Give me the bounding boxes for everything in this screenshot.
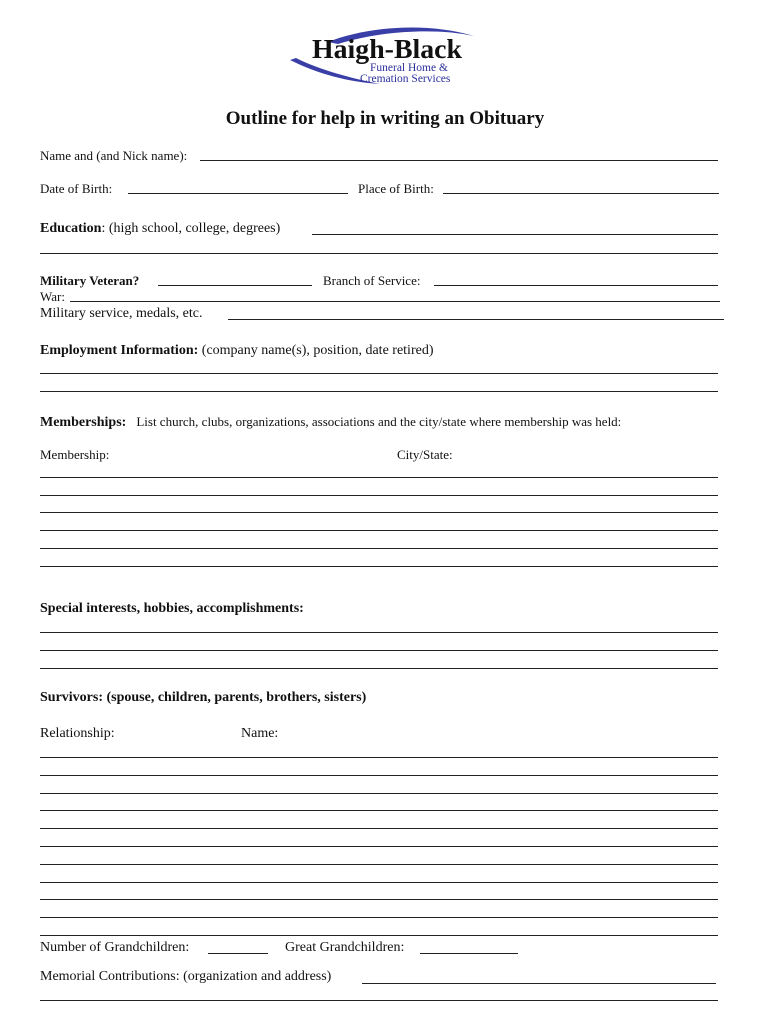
membership-line-6[interactable] — [40, 566, 718, 567]
survivor-line-5[interactable] — [40, 828, 718, 829]
military-veteran-label: Military Veteran? — [40, 273, 140, 288]
logo-name: Haigh-Black — [312, 34, 462, 64]
logo-tagline-2: Cremation Services — [360, 73, 451, 85]
haigh-black-logo — [288, 24, 488, 88]
survivor-line-10[interactable] — [40, 917, 718, 918]
dob-line[interactable] — [128, 193, 348, 194]
dob-label: Date of Birth: — [40, 181, 113, 196]
military-veteran-line[interactable] — [158, 285, 312, 286]
education-hint: : (high school, college, degrees) — [101, 221, 281, 236]
survivor-line-11[interactable] — [40, 935, 718, 936]
pob-label: Place of Birth: — [358, 181, 434, 196]
survivor-line-7[interactable] — [40, 864, 718, 865]
special-interests-label: Special interests, hobbies, accomplishments: — [40, 601, 304, 616]
memorial-line-1[interactable] — [362, 983, 716, 984]
survivor-line-3[interactable] — [40, 793, 718, 794]
branch-label: Branch of Service: — [323, 273, 421, 288]
survivor-line-2[interactable] — [40, 775, 718, 776]
memorial-label: Memorial Contributions: (organization and address) — [40, 969, 332, 984]
military-service-label: Military service, medals, etc. — [40, 306, 203, 321]
logo-tagline-1: Funeral Home & — [370, 62, 448, 74]
membership-line-3[interactable] — [40, 512, 718, 513]
war-line[interactable] — [70, 301, 720, 302]
branch-line[interactable] — [434, 285, 718, 286]
citystate-column-label: City/State: — [397, 447, 453, 462]
name-label: Name and (and Nick name): — [40, 148, 188, 163]
survivor-line-6[interactable] — [40, 846, 718, 847]
membership-line-1[interactable] — [40, 477, 718, 478]
grandchildren-label: Number of Grandchildren: — [40, 940, 190, 955]
education-line-1[interactable] — [312, 234, 718, 235]
special-line-2[interactable] — [40, 650, 718, 651]
employment-hint: (company name(s), position, date retired) — [201, 343, 434, 358]
name-line[interactable] — [200, 160, 718, 161]
relationship-column-label: Relationship: — [40, 726, 115, 741]
great-grandchildren-label: Great Grandchildren: — [285, 940, 405, 955]
education-line-2[interactable] — [40, 253, 718, 254]
survivor-line-4[interactable] — [40, 810, 718, 811]
name-column-label: Name: — [241, 726, 279, 741]
survivor-line-8[interactable] — [40, 882, 718, 883]
membership-column-label: Membership: — [40, 447, 110, 462]
page-title: Outline for help in writing an Obituary — [225, 108, 545, 129]
employment-label: Employment Information: — [40, 343, 199, 358]
employment-line-1[interactable] — [40, 373, 718, 374]
membership-line-2[interactable] — [40, 495, 718, 496]
membership-line-5[interactable] — [40, 548, 718, 549]
memorial-line-2[interactable] — [40, 1000, 718, 1001]
special-line-3[interactable] — [40, 668, 718, 669]
employment-line-2[interactable] — [40, 391, 718, 392]
military-service-line[interactable] — [228, 319, 724, 320]
war-label: War: — [40, 289, 65, 304]
memberships-hint: List church, clubs, organizations, associations and the city/state where membership was held: — [136, 414, 622, 429]
great-grandchildren-line[interactable] — [420, 953, 518, 954]
grandchildren-line[interactable] — [208, 953, 268, 954]
pob-line[interactable] — [443, 193, 719, 194]
survivor-line-9[interactable] — [40, 899, 718, 900]
special-line-1[interactable] — [40, 632, 718, 633]
membership-line-4[interactable] — [40, 530, 718, 531]
memberships-label: Memberships: — [40, 415, 127, 430]
education-label: Education — [40, 221, 102, 236]
survivors-label: Survivors: (spouse, children, parents, brothers, sisters) — [40, 690, 367, 705]
survivor-line-1[interactable] — [40, 757, 718, 758]
